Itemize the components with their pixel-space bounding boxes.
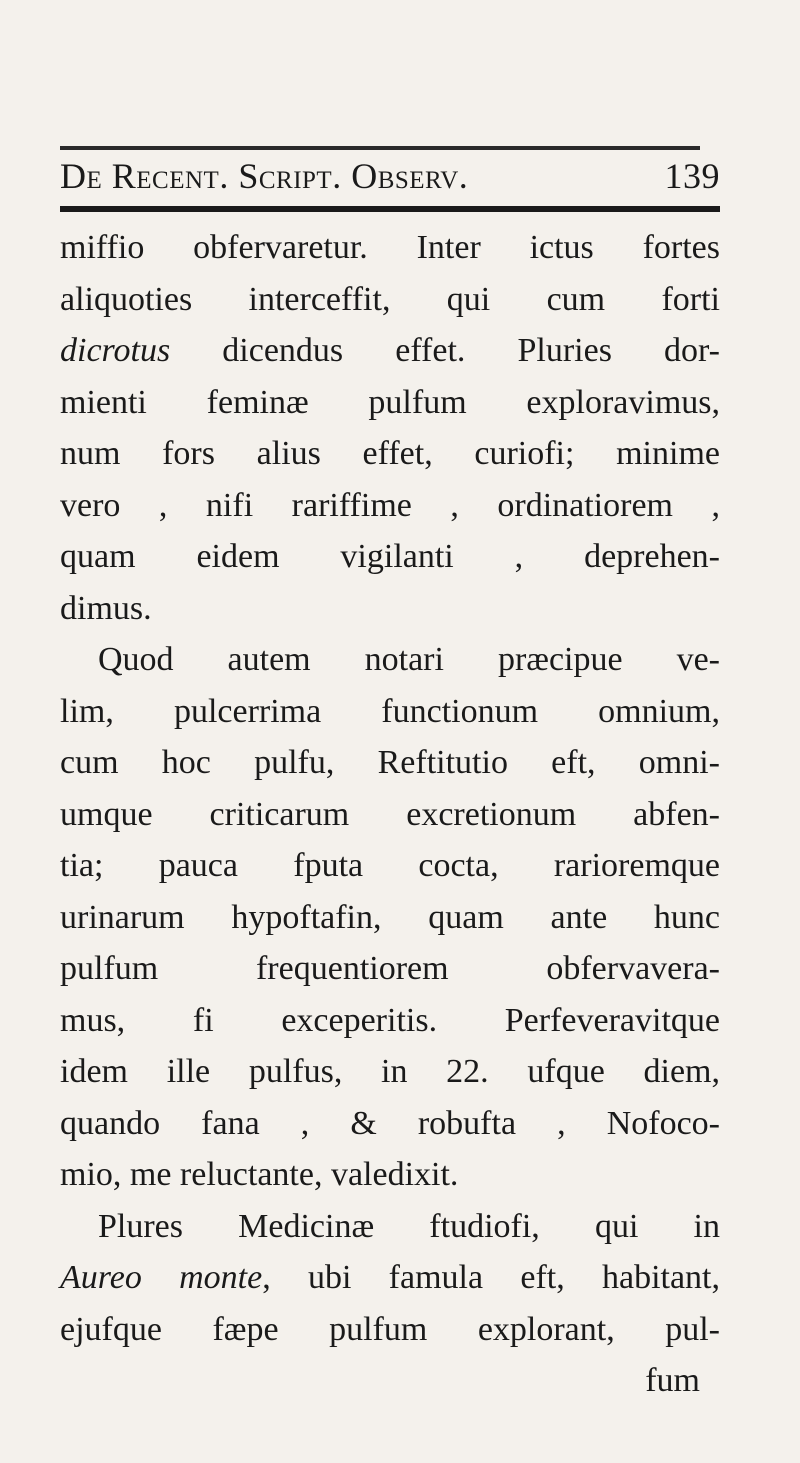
text-line <box>60 737 720 789</box>
text-span: idem ille pulfus, in 22. ufque diem, <box>60 1053 720 1090</box>
text-line <box>60 1046 720 1098</box>
text-span: tia; pauca fputa cocta, rarioremque <box>60 847 720 884</box>
text-line <box>60 222 720 274</box>
body-text <box>60 222 720 1407</box>
text-line <box>60 1201 720 1253</box>
text-line <box>60 840 720 892</box>
text-line <box>60 480 720 532</box>
italic-text: dicrotus <box>60 332 171 369</box>
text-line <box>60 325 720 377</box>
text-span: pulfum frequentiorem obfervavera- <box>60 950 720 987</box>
catchword <box>60 1355 720 1407</box>
text-line <box>60 686 720 738</box>
text-span: aliquoties interceffit, qui cum forti <box>60 280 720 318</box>
text-span: umque criticarum excretionum abfen- <box>60 795 720 833</box>
running-header <box>60 156 720 196</box>
text-span: mio, me reluctante, valedixit. <box>60 1156 459 1193</box>
header-rule-top <box>60 146 700 150</box>
text-line <box>60 274 720 326</box>
text-span: mienti feminæ pulfum exploravimus, <box>60 383 720 421</box>
text-span: ejufque fæpe pulfum explorant, pul- <box>60 1310 720 1348</box>
text-span: num fors alius effet, curiofi; minime <box>60 435 720 472</box>
text-span: Quod autem notari præcipue ve- <box>98 641 720 678</box>
text-span: quando fana , & robufta , Nofoco- <box>60 1104 720 1142</box>
text-line <box>60 943 720 995</box>
running-title: De Recent. Script. Observ. <box>60 156 469 196</box>
text-span: miffio obfervaretur. Inter ictus fortes <box>60 229 720 266</box>
text-span: , ubi famula eft, habitant, <box>262 1259 721 1296</box>
text-span: lim, pulcerrima functionum omnium, <box>60 692 720 730</box>
text-span: Plures Medicinæ ftudiofi, qui in <box>98 1207 720 1245</box>
text-line <box>60 1304 720 1356</box>
text-line <box>60 1252 720 1304</box>
text-line <box>60 1098 720 1150</box>
text-span: cum hoc pulfu, Reftitutio eft, omni- <box>60 744 720 781</box>
text-line <box>60 1149 720 1201</box>
text-line <box>60 634 720 686</box>
text-span: dicendus effet. Pluries dor- <box>170 332 720 369</box>
text-line <box>60 531 720 583</box>
page-number: 139 <box>664 156 720 196</box>
text-span: fum <box>645 1362 700 1399</box>
text-line <box>60 995 720 1047</box>
text-span: dimus. <box>60 589 152 627</box>
text-line <box>60 789 720 841</box>
text-line <box>60 428 720 480</box>
text-span: quam eidem vigilanti , deprehen- <box>60 538 720 575</box>
text-span: urinarum hypoftafin, quam ante hunc <box>60 898 720 936</box>
text-line <box>60 377 720 429</box>
text-span: vero , nifi rariffime , ordinatiorem , <box>60 486 720 524</box>
text-line <box>60 892 720 944</box>
italic-text: Aureo monte <box>60 1259 263 1296</box>
header-rule-bottom <box>60 206 720 212</box>
text-span: mus, fi exceperitis. Perfeveravitque <box>60 1001 720 1039</box>
text-line <box>60 583 720 635</box>
